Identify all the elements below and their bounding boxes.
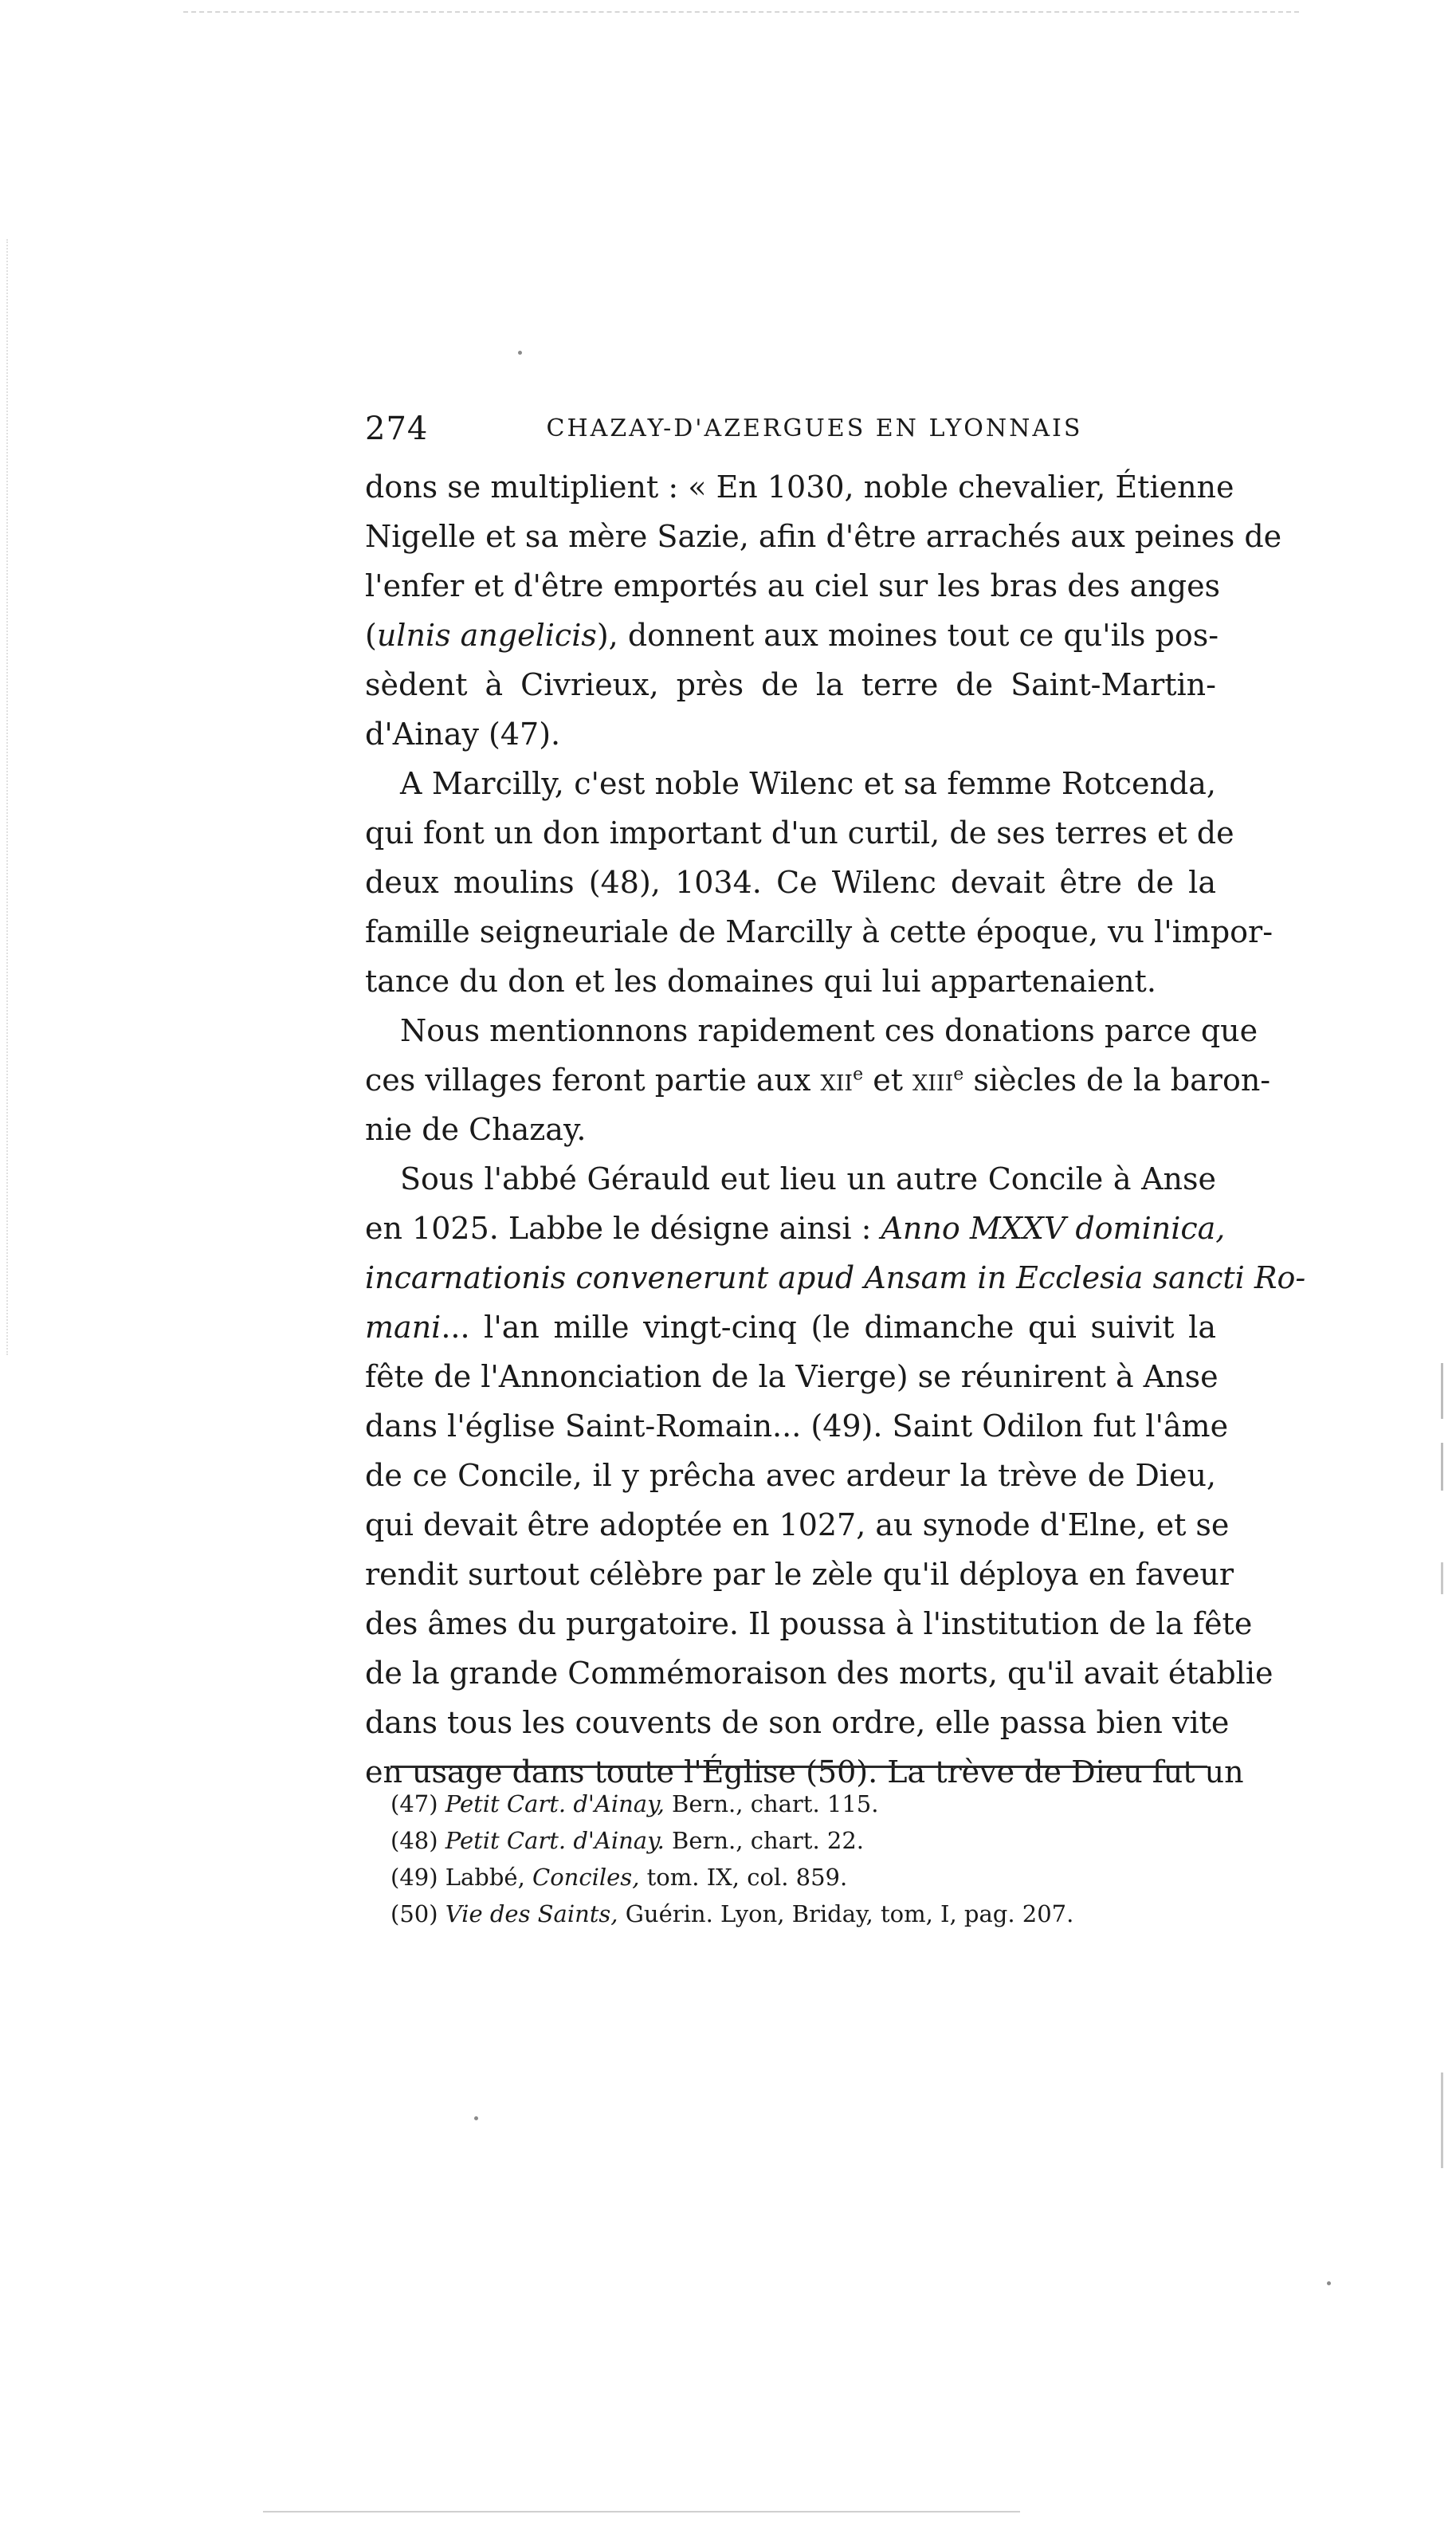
body-text [365, 462, 1306, 1797]
text-segment: A Marcilly, c'est noble Wilenc et sa femme Rotcenda, [400, 766, 1216, 801]
text-line [365, 1648, 1274, 1698]
text-segment: Anno MXXV dominica, [881, 1211, 1226, 1246]
text-segment: deux moulins (48), 1034. Ce Wilenc devait être de la [365, 865, 1216, 900]
text-segment: e [953, 1064, 964, 1085]
text-line [365, 462, 1234, 512]
text-line [365, 512, 1282, 561]
text-line [365, 1599, 1253, 1648]
footnote-title: Vie des Saints, [445, 1900, 618, 1927]
text-line [365, 858, 1216, 907]
scan-edge-top [183, 11, 1299, 13]
text-segment: Sous l'abbé Gérauld eut lieu un autre Concile à Anse [400, 1161, 1216, 1196]
footnote-reference: Bern., chart. 115. [664, 1790, 879, 1817]
text-segment: siècles de la baron- [963, 1063, 1271, 1098]
footnote-reference: tom. IX, col. 859. [639, 1864, 848, 1891]
text-line [365, 1154, 1216, 1204]
footnote-author: Labbé, [445, 1864, 533, 1891]
text-line [365, 1698, 1230, 1747]
text-segment: ), donnent aux moines tout ce qu'ils pos- [596, 618, 1219, 653]
text-segment: ulnis angelicis [376, 618, 597, 653]
text-segment: ces villages feront partie aux [365, 1063, 821, 1098]
scan-mark [1441, 1363, 1443, 1419]
text-line [365, 611, 1219, 660]
text-segment: Nous mentionnons rapidement ces donations parce que [400, 1013, 1258, 1048]
paragraph [365, 1006, 1271, 1154]
text-segment: dans tous les couvents de son ordre, elle passa bien vite [365, 1705, 1230, 1740]
paragraph [365, 759, 1274, 1006]
text-line [365, 759, 1216, 808]
text-segment: ( [365, 618, 377, 653]
text-line [365, 1401, 1229, 1451]
text-segment: dans l'église Saint-Romain... (49). Saint Odilon fut l'âme [365, 1408, 1229, 1444]
text-segment: en usage dans toute l'Église (50). La trève de Dieu fut un [365, 1754, 1244, 1790]
text-segment: Nigelle et sa mère Sazie, afin d'être arrachés aux peines de [365, 519, 1282, 554]
text-segment: tance du don et les domaines qui lui appartenaient. [365, 964, 1156, 999]
scan-speck [518, 351, 522, 355]
text-segment: dons se multiplient : « En 1030, noble chevalier, Étienne [365, 469, 1234, 505]
text-line [365, 561, 1221, 611]
text-line [365, 957, 1216, 1006]
text-segment: e [853, 1064, 864, 1085]
text-line [365, 1302, 1216, 1352]
footnote [390, 1896, 1211, 1932]
text-line [365, 1352, 1219, 1401]
text-line [365, 660, 1216, 709]
page-header [365, 405, 1216, 453]
text-segment: qui font un don important d'un curtil, de ses terres et de [365, 815, 1234, 851]
scan-speck [474, 2116, 478, 2120]
footnote-reference: Bern., chart. 22. [664, 1827, 864, 1854]
text-segment: xii [820, 1063, 854, 1098]
footnote [390, 1822, 1211, 1859]
footnote-number: (49) [390, 1864, 438, 1891]
footnote-title: Conciles, [532, 1864, 640, 1891]
text-segment: l'enfer et d'être emportés au ciel sur les bras des anges [365, 568, 1221, 603]
text-line [365, 1105, 1216, 1154]
footnote-title: Petit Cart. d'Ainay, [445, 1790, 665, 1817]
text-line [365, 1500, 1230, 1550]
text-segment: d'Ainay (47). [365, 717, 561, 752]
footnote-number: (50) [390, 1900, 438, 1927]
text-segment: des âmes du purgatoire. Il poussa à l'institution de la fête [365, 1606, 1253, 1641]
footnote-number: (48) [390, 1827, 438, 1854]
text-line [365, 1253, 1306, 1302]
scan-mark [1441, 1562, 1443, 1594]
scan-mark [1441, 1443, 1443, 1491]
text-line [365, 1451, 1216, 1500]
text-segment: xiii [912, 1063, 954, 1098]
scan-edge-left [6, 239, 8, 1355]
footnote-number: (47) [390, 1790, 438, 1817]
running-head: CHAZAY-D'AZERGUES EN LYONNAIS [546, 414, 1083, 442]
scan-speck [1327, 2281, 1331, 2285]
text-segment: nie de Chazay. [365, 1112, 587, 1147]
text-line [365, 1055, 1271, 1105]
paragraph [365, 462, 1282, 759]
text-segment: incarnationis convenerunt apud Ansam in Ecclesia sancti Ro- [365, 1260, 1306, 1295]
scan-mark [1441, 2072, 1443, 2168]
text-segment: en 1025. Labbe le désigne ainsi : [365, 1211, 881, 1246]
text-line [365, 907, 1274, 957]
footnote [390, 1786, 1211, 1822]
text-segment: sèdent à Civrieux, près de la terre de Saint-Martin- [365, 667, 1216, 702]
text-line [365, 1204, 1226, 1253]
paragraph [365, 1154, 1306, 1797]
footnote-rule [390, 1766, 1207, 1768]
footnote-reference: Guérin. Lyon, Briday, tom, I, pag. 207. [618, 1900, 1074, 1927]
text-segment: fête de l'Annonciation de la Vierge) se réunirent à Anse [365, 1359, 1219, 1394]
text-segment: famille seigneuriale de Marcilly à cette époque, vu l'impor- [365, 914, 1274, 949]
text-segment: de la grande Commémoraison des morts, qu'il avait établie [365, 1656, 1274, 1691]
text-segment: qui devait être adoptée en 1027, au synode d'Elne, et se [365, 1507, 1230, 1542]
text-segment: de ce Concile, il y prêcha avec ardeur la trève de Dieu, [365, 1458, 1216, 1493]
text-segment: ... l'an mille vingt-cinq (le dimanche qui suivit la [441, 1310, 1216, 1345]
text-segment: et [863, 1063, 913, 1098]
text-line [365, 808, 1234, 858]
footnotes [390, 1786, 1211, 1932]
text-line [365, 709, 1216, 759]
text-segment: mani [365, 1310, 442, 1345]
footnote-title: Petit Cart. d'Ainay. [445, 1827, 665, 1854]
footnote [390, 1859, 1211, 1896]
scan-edge-bottom [263, 2511, 1020, 2512]
text-segment: rendit surtout célèbre par le zèle qu'il déploya en faveur [365, 1557, 1234, 1592]
text-line [365, 1006, 1258, 1055]
text-line [365, 1550, 1234, 1599]
page-number: 274 [365, 411, 429, 447]
